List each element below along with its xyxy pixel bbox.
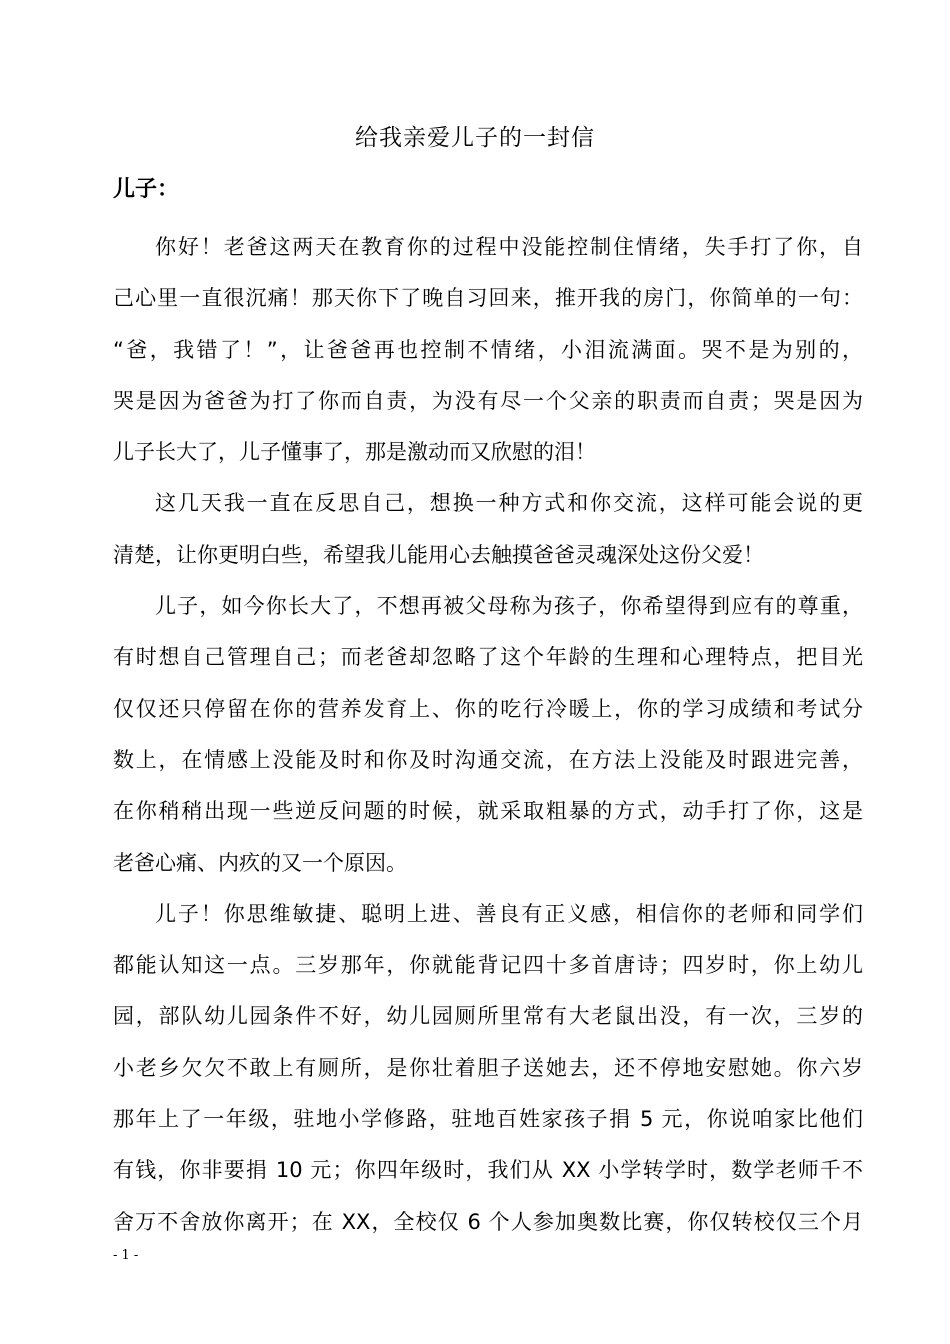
text-line: 在你稍稍出现一些逆反问题的时候，就采取粗暴的方式，动手打了你，这是 [113, 799, 863, 824]
text-line: 舍万不舍放你离开；在 XX，全校仅 6 个人参加奥数比赛，你仅转校仅三个月 [113, 1209, 863, 1234]
page-number: - 1 - [113, 1248, 139, 1263]
text-line: 数上，在情感上没能及时和你及时沟通交流，在方法上没能及时跟进完善， [113, 747, 863, 772]
text-line: 园，部队幼儿园条件不好，幼儿园厕所里常有大老鼠出没，有一次，三岁的 [113, 1004, 863, 1029]
text-line: 有时想自己管理自己；而老爸却忽略了这个年龄的生理和心理特点，把目光 [113, 645, 863, 670]
text-line: 都能认知这一点。三岁那年，你就能背记四十多首唐诗；四岁时，你上幼儿 [113, 953, 863, 978]
text-line: 儿子长大了，儿子懂事了，那是激动而又欣慰的泪！ [113, 440, 596, 465]
text-line: 仅仅还只停留在你的营养发育上、你的吃行冷暖上，你的学习成绩和考试分 [113, 696, 863, 721]
text-line: 那年上了一年级，驻地小学修路，驻地百姓家孩子捐 5 元，你说咱家比他们 [113, 1107, 863, 1132]
text-line: 儿子！你思维敏捷、聪明上进、善良有正义感，相信你的老师和同学们 [155, 901, 863, 926]
paragraph [113, 478, 863, 581]
text-line: 有钱，你非要捐 10 元；你四年级时，我们从 XX 小学转学时，数学老师千不 [113, 1158, 863, 1183]
text-line: 儿子，如今你长大了，不想再被父母称为孩子，你希望得到应有的尊重， [155, 594, 863, 619]
text-line: 你好！老爸这两天在教育你的过程中没能控制住情绪，失手打了你，自 [155, 235, 863, 259]
text-line: 己心里一直很沉痛！那天你下了晚自习回来，推开我的房门，你简单的一句： [113, 286, 863, 311]
paragraph [113, 889, 863, 1248]
salutation: 儿子： [113, 177, 180, 202]
paragraph [113, 222, 863, 478]
text-line: 哭是因为爸爸为打了你而自责，为没有尽一个父亲的职责而自责；哭是因为 [113, 388, 863, 413]
text-line: 老爸心痛、内疚的又一个原因。 [113, 850, 407, 875]
text-line: 这几天我一直在反思自己，想换一种方式和你交流，这样可能会说的更 [155, 491, 863, 516]
text-line: 清楚，让你更明白些，希望我儿能用心去触摸爸爸灵魂深处这份父爱！ [113, 542, 764, 567]
text-line: “爸，我错了！”，让爸爸再也控制不情绪，小泪流满面。哭不是为别的， [113, 337, 863, 362]
letter-body [113, 222, 863, 1248]
paragraph [113, 581, 863, 889]
letter-title: 给我亲爱儿子的一封信 [355, 125, 595, 151]
text-line: 小老乡欠欠不敢上有厕所，是你壮着胆子送她去，还不停地安慰她。你六岁 [113, 1055, 863, 1080]
